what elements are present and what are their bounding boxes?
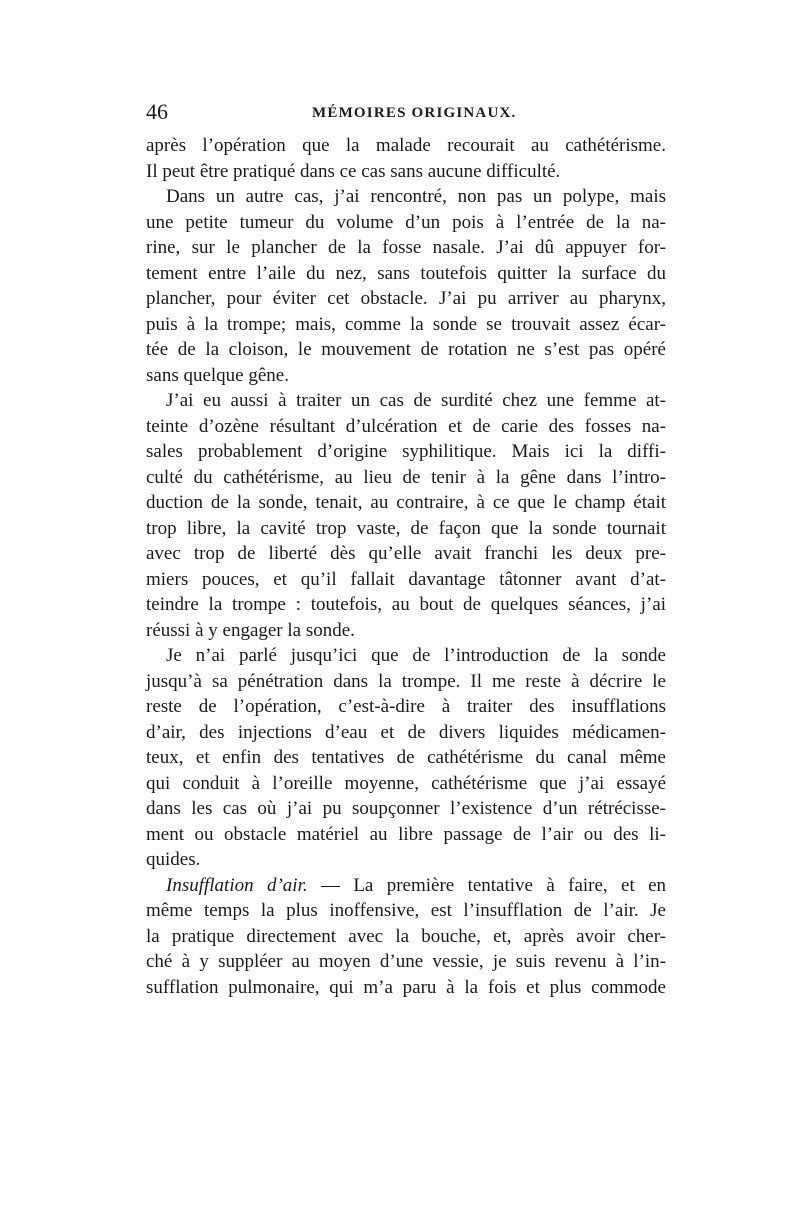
text-line: trop libre, la cavité trop vaste, de façon que la sonde tournait — [146, 517, 666, 539]
text-line: réussi à y engager la sonde. — [146, 619, 355, 641]
text-line: Je n’ai parlé jusqu’ici que de l’introduction de la sonde — [166, 645, 666, 666]
text-line-with-italic-lead — [146, 873, 666, 899]
text-line: ment ou obstacle matériel au libre passage de l’air ou des li- — [146, 823, 666, 845]
text-line: dans les cas où j’ai pu soupçonner l’existence d’un rétrécisse- — [146, 798, 666, 819]
text-line: qui conduit à l’oreille moyenne, cathétérisme que j’ai essayé — [146, 772, 666, 794]
text-line: plancher, pour éviter cet obstacle. J’ai pu arriver au pharynx, — [146, 288, 666, 309]
text-line: Dans un autre cas, j’ai rencontré, non pas un polype, mais — [166, 186, 666, 207]
text-line: même temps la plus inoffensive, est l’insufflation de l’air. Je — [146, 900, 666, 921]
page-number: 46 — [146, 99, 168, 124]
text-line: duction de la sonde, tenait, au contraire, à ce que le champ était — [146, 492, 666, 513]
text-line: sales probablement d’origine syphilitique. Mais ici la diffi- — [146, 441, 666, 462]
text-line: tée de la cloison, le mouvement de rotation ne s’est pas opéré — [146, 339, 666, 360]
text-line: la pratique directement avec la bouche, et, après avoir cher- — [146, 925, 666, 947]
text-line: ché à y suppléer au moyen d’une vessie, je suis revenu à l’in- — [146, 951, 666, 972]
running-head: MÉMOIRES ORIGINAUX. — [312, 105, 517, 121]
text-line: jusqu’à sa pénétration dans la trompe. Il me reste à décrire le — [146, 670, 666, 692]
text-line: tement entre l’aile du nez, sans toutefois quitter la surface du — [146, 262, 666, 284]
text-line-rest: — La première tentative à faire, et en — [320, 874, 667, 896]
text-line: rine, sur le plancher de la fosse nasale. J’ai dû appuyer for- — [146, 237, 666, 258]
text-line: une petite tumeur du volume d’un pois à l’entrée de la na- — [146, 211, 666, 233]
text-line: avec trop de liberté dès qu’elle avait franchi les deux pre- — [146, 543, 666, 564]
text-line: teinte d’ozène résultant d’ulcération et de carie des fosses na- — [146, 415, 666, 437]
body-text — [146, 133, 666, 1000]
text-line: quides. — [146, 849, 201, 870]
text-line: d’air, des injections d’eau et de divers liquides médicamen- — [146, 721, 666, 743]
text-line: J’ai eu aussi à traiter un cas de surdité chez une femme at- — [166, 390, 666, 411]
text-line: Il peut être pratiqué dans ce cas sans aucune difficulté. — [146, 160, 561, 182]
italic-section-title: Insufflation d’air. — [166, 874, 308, 896]
text-line: teux, et enfin des tentatives de cathétérisme du canal même — [146, 747, 666, 768]
text-line: teindre la trompe : toutefois, au bout de quelques séances, j’ai — [146, 594, 666, 615]
text-line: puis à la trompe; mais, comme la sonde se trouvait assez écar- — [146, 313, 666, 335]
text-line: sans quelque gêne. — [146, 364, 289, 386]
text-line: reste de l’opération, c’est-à-dire à traiter des insufflations — [146, 696, 666, 717]
text-line: sufflation pulmonaire, qui m’a paru à la fois et plus commode — [146, 976, 666, 998]
text-line: culté du cathétérisme, au lieu de tenir à la gêne dans l’intro- — [146, 466, 666, 488]
text-line: miers pouces, et qu’il fallait davantage tâtonner avant d’at- — [146, 568, 666, 590]
page-header — [146, 98, 666, 126]
text-line: après l’opération que la malade recourait au cathétérisme. — [146, 135, 666, 156]
